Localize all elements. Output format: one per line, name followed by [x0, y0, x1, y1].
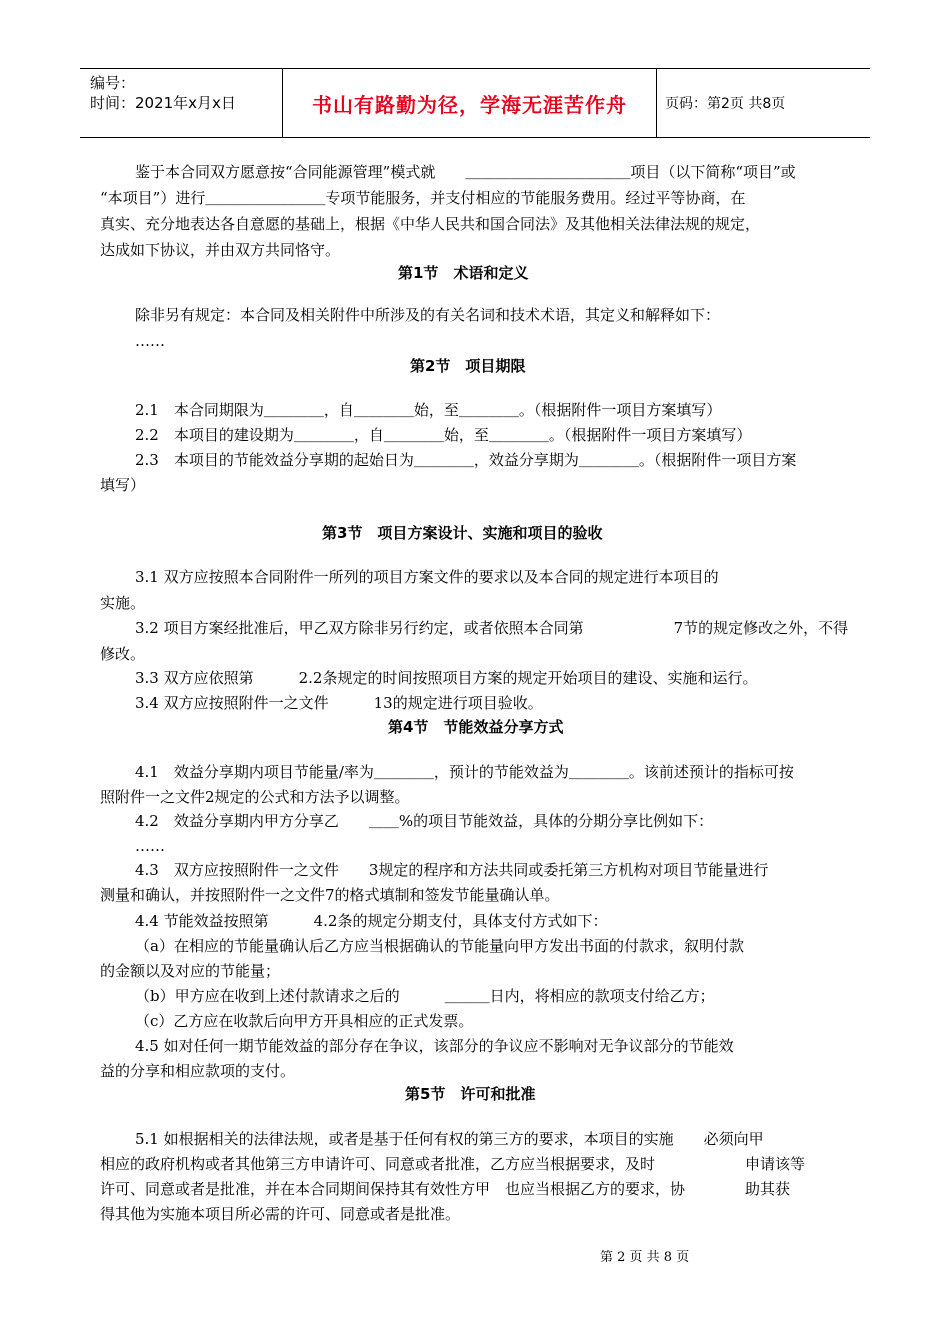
clause-line: 修改。 — [100, 645, 146, 663]
section-heading: 第2节 项目期限 — [410, 357, 526, 375]
clause-line: 填写） — [100, 476, 146, 494]
clause-line: 测量和确认，并按照附件一之文件7的格式填制和签发节能量确认单。 — [100, 886, 560, 904]
section-heading: 第5节 许可和批准 — [405, 1085, 536, 1103]
preamble-line: 真实、充分地表达各自意愿的基础上，根据《中华人民共和国合同法》及其他相关法律法规的规定， — [100, 215, 761, 233]
document-number-label: 编号： — [90, 74, 136, 92]
section-heading: 第4节 节能效益分享方式 — [388, 718, 564, 736]
clause-line: 照附件一之文件2规定的公式和方法予以调整。 — [100, 788, 410, 806]
clause-line: 相应的政府机构或者其他第三方申请许可、同意或者批准，乙方应当根据要求，及时 申请该等 — [100, 1155, 806, 1173]
document-date-label: 时间：2021年x月x日 — [90, 94, 236, 112]
clause-line: （c）乙方应在收款后向甲方开具相应的正式发票。 — [135, 1012, 474, 1030]
preamble-line: “本项目”）进行＿＿＿＿＿＿＿＿专项节能服务，并支付相应的节能服务费用。经过平等协商，在 — [100, 189, 746, 207]
section-heading: 第1节 术语和定义 — [398, 264, 529, 282]
clause-line: 得其他为实施本项目所必需的许可、同意或者是批准。 — [100, 1205, 461, 1223]
clause-line: 3.4 双方应按照附件一之文件 13的规定进行项目验收。 — [135, 694, 543, 712]
clause-line: 3.2 项目方案经批准后，甲乙双方除非另行约定，或者依照本合同第 7节的规定修改之外，不得 — [135, 619, 849, 637]
ellipsis-line: …… — [135, 837, 165, 855]
clause-line: 4.4 节能效益按照第 4.2条的规定分期支付，具体支付方式如下： — [135, 912, 608, 930]
clause-line: 益的分享和相应款项的支付。 — [100, 1062, 296, 1080]
clause-line: 2.1 本合同期限为＿＿＿＿，自＿＿＿＿始，至＿＿＿＿。（根据附件一项目方案填写） — [135, 401, 722, 419]
clause-line: （a）在相应的节能量确认后乙方应当根据确认的节能量向甲方发出书面的付款求，叙明付款 — [135, 937, 744, 955]
header-motto: 书山有路勤为径，学海无涯苦作舟 — [312, 92, 627, 117]
header-motto-cell — [283, 69, 657, 137]
clause-line: 4.5 如对任何一期节能效益的部分存在争议，该部分的争议应不影响对无争议部分的节能效 — [135, 1037, 734, 1055]
ellipsis-line: …… — [135, 332, 165, 350]
clause-line: 4.3 双方应按照附件一之文件 3规定的程序和方法共同或委托第三方机构对项目节能量进行 — [135, 861, 769, 879]
preamble-line: 达成如下协议，并由双方共同恪守。 — [100, 241, 341, 259]
clause-line: 2.3 本项目的节能效益分享期的起始日为＿＿＿＿，效益分享期为＿＿＿＿。（根据附件一项目方案 — [135, 451, 797, 469]
section-heading: 第3节 项目方案设计、实施和项目的验收 — [322, 524, 603, 542]
clause-line: 实施。 — [100, 594, 146, 612]
clause-line: 2.2 本项目的建设期为＿＿＿＿，自＿＿＿＿始，至＿＿＿＿。（根据附件一项目方案填写） — [135, 426, 752, 444]
clause-line: 4.1 效益分享期内项目节能量/率为＿＿＿＿，预计的节能效益为＿＿＿＿。该前述预计的指标可按 — [135, 763, 794, 781]
preamble-line: 鉴于本合同双方愿意按“合同能源管理”模式就 ＿＿＿＿＿＿＿＿＿＿＿项目（以下简称“项目”或 — [135, 163, 796, 181]
clause-line: （b）甲方应在收到上述付款请求之后的 ＿＿＿日内，将相应的款项支付给乙方； — [135, 987, 715, 1005]
header-page-info: 页码：第2页 共8页 — [665, 96, 786, 112]
clause-line: 除非另有规定：本合同及相关附件中所涉及的有关名词和技术术语，其定义和解释如下： — [135, 306, 721, 324]
clause-line: 4.2 效益分享期内甲方分享乙 ＿＿%的项目节能效益，具体的分期分享比例如下： — [135, 812, 714, 830]
clause-line: 3.3 双方应依照第 2.2条规定的时间按照项目方案的规定开始项目的建设、实施和运行。 — [135, 669, 758, 687]
header-meta — [80, 69, 283, 137]
clause-line: 的金额以及对应的节能量； — [100, 962, 281, 980]
clause-line: 5.1 如根据相关的法律法规，或者是基于任何有权的第三方的要求，本项目的实施 必须向甲 — [135, 1130, 764, 1148]
page-footer: 第 2 页 共 8 页 — [600, 1250, 690, 1265]
header-table — [80, 68, 870, 138]
clause-line: 许可、同意或者是批准，并在本合同期间保持其有效性方甲 也应当根据乙方的要求，协 助其获 — [100, 1180, 791, 1198]
clause-line: 3.1 双方应按照本合同附件一所列的项目方案文件的要求以及本合同的规定进行本项目的 — [135, 568, 719, 586]
